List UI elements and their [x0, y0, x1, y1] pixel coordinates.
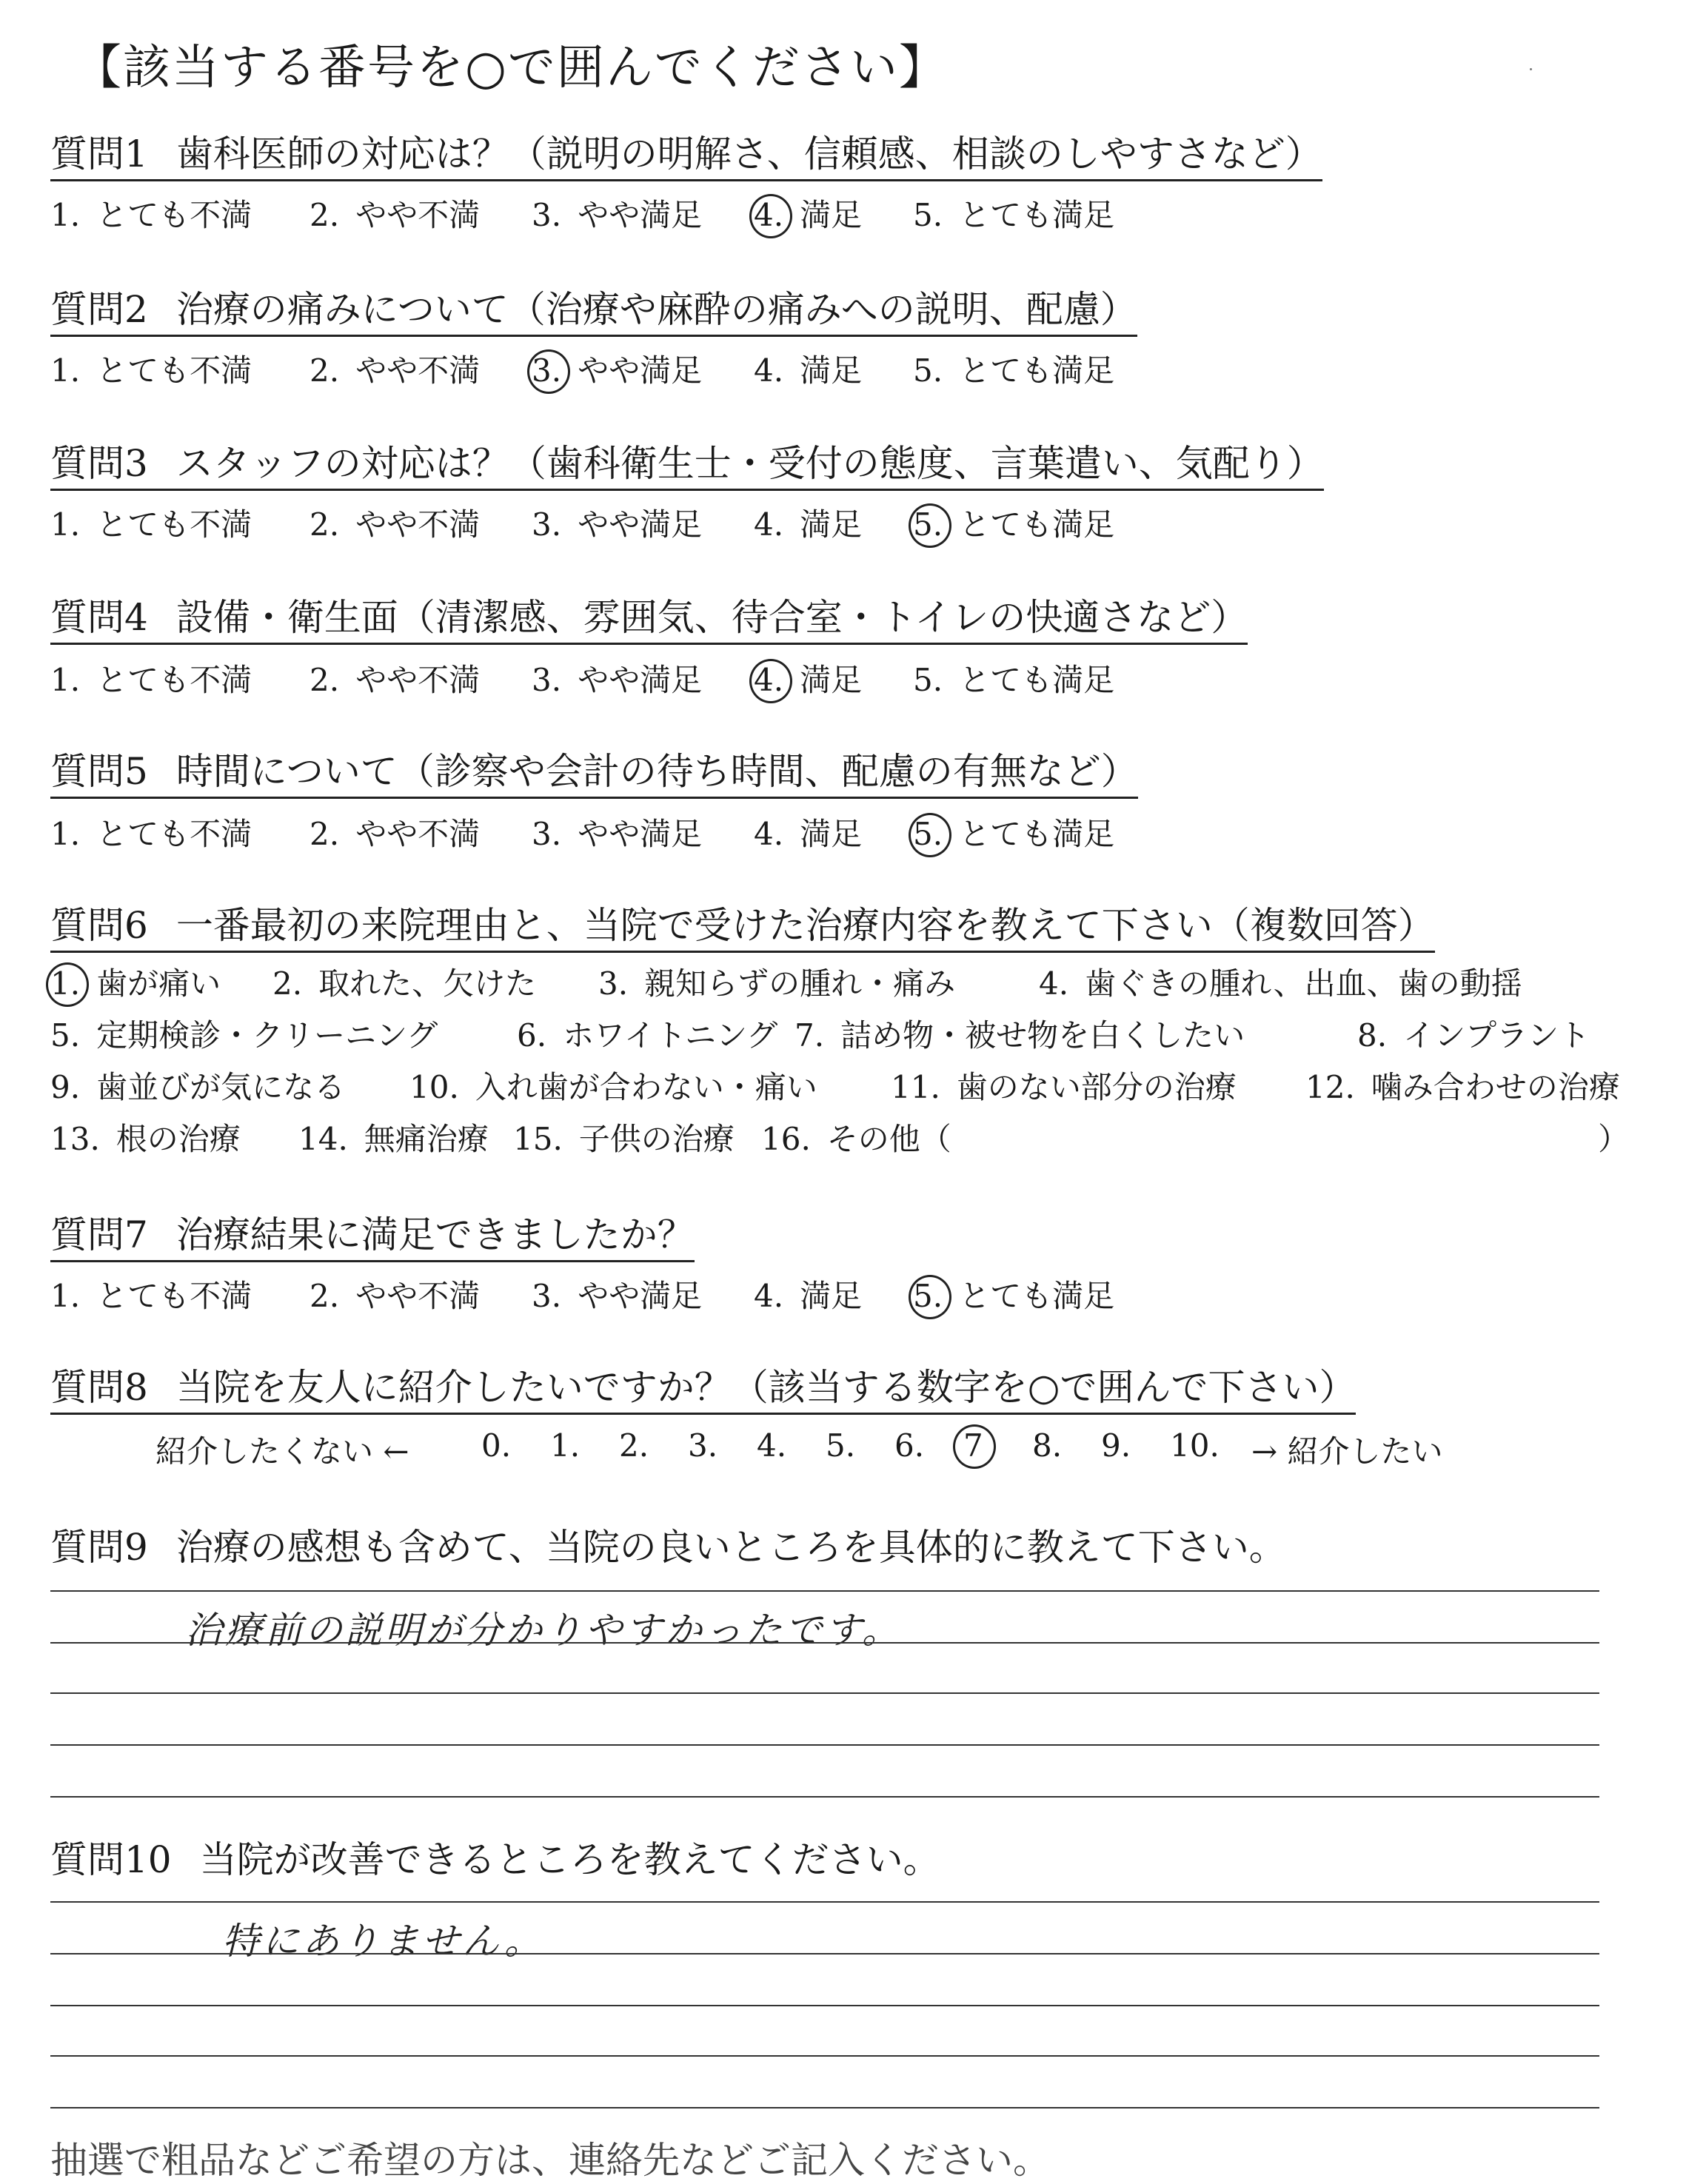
option-label: 満足	[800, 816, 863, 852]
choice-option[interactable]	[517, 1011, 777, 1056]
option-3[interactable]	[532, 1272, 702, 1316]
question-text: 一番最初の来院理由と、当院で受けた治療内容を教えて下さい（複数回答）	[175, 904, 1435, 947]
question-number: 質問6	[50, 904, 148, 947]
question-text: 設備・衛生面（清潔感、雰囲気、待合室・トイレの快適さなど）	[175, 596, 1248, 639]
choice-number: 15.	[513, 1121, 563, 1157]
question-2-heading	[50, 289, 1137, 337]
option-label: やや満足	[578, 662, 703, 698]
choice-option[interactable]	[50, 959, 221, 1004]
question-7-heading	[50, 1214, 695, 1262]
choice-option[interactable]	[795, 1011, 1245, 1056]
option-5[interactable]	[913, 500, 1114, 545]
choice-number: 12.	[1305, 1069, 1355, 1105]
question-1-heading	[50, 133, 1322, 181]
scale-value[interactable]: 8.	[1032, 1427, 1063, 1464]
scale-value[interactable]: 0.	[481, 1427, 512, 1464]
option-label: やや満足	[578, 1278, 703, 1314]
choice-label: 歯ぐきの腫れ、出血、歯の動揺	[1085, 965, 1522, 1002]
choice-option[interactable]	[1357, 1011, 1590, 1056]
option-label: やや満足	[578, 197, 703, 233]
option-5[interactable]	[913, 656, 1114, 700]
option-4[interactable]	[754, 191, 862, 235]
question-text: 歯科医師の対応は？（説明の明解さ、信頼感、相談のしやすさなど）	[175, 133, 1322, 175]
footer-note: 抽選で粗品などご希望の方は、連絡先などご記入ください。	[50, 2139, 1050, 2182]
option-4[interactable]	[754, 1272, 862, 1316]
choice-option[interactable]	[50, 1115, 241, 1159]
question-text: 当院を友人に紹介したいですか？（該当する数字を○で囲んで下さい）	[175, 1366, 1357, 1409]
question-8-heading	[50, 1367, 1356, 1415]
answer-line	[50, 2005, 1599, 2006]
option-5[interactable]	[913, 346, 1114, 391]
choice-number: 11.	[891, 1069, 940, 1105]
option-number: 2.	[310, 662, 340, 698]
option-number: 2.	[310, 352, 340, 389]
option-label: やや不満	[355, 352, 481, 389]
answer-line	[50, 1744, 1599, 1746]
scale-value[interactable]: 3.	[688, 1427, 718, 1464]
option-number: 2.	[310, 816, 340, 852]
option-label: やや不満	[355, 816, 481, 852]
option-2[interactable]	[310, 346, 480, 391]
option-2[interactable]	[310, 810, 480, 854]
question-number: 質問1	[50, 133, 148, 175]
question-number: 質問2	[50, 288, 148, 331]
option-label: とても不満	[96, 662, 252, 698]
question-number: 質問8	[50, 1366, 148, 1409]
question-number: 質問10	[50, 1838, 172, 1881]
option-4[interactable]	[754, 656, 862, 700]
option-number: 5.	[913, 1278, 943, 1314]
option-2[interactable]	[310, 191, 480, 235]
choice-option[interactable]	[891, 1063, 1237, 1108]
option-label: とても満足	[959, 1278, 1115, 1314]
option-2[interactable]	[310, 1272, 480, 1316]
option-number: 1.	[50, 506, 81, 543]
option-5[interactable]	[913, 810, 1114, 854]
choice-label: 親知らずの腫れ・痛み	[644, 965, 956, 1002]
answer-line	[50, 1796, 1599, 1798]
scale-value[interactable]: 4.	[757, 1427, 787, 1464]
option-3[interactable]	[532, 346, 702, 391]
choice-option[interactable]	[761, 1115, 951, 1159]
option-3[interactable]	[532, 500, 702, 545]
question-text: 当院が改善できるところを教えてください。	[199, 1838, 940, 1881]
option-label: やや不満	[355, 197, 481, 233]
option-3[interactable]	[532, 656, 702, 700]
question-number: 質問5	[50, 750, 148, 793]
option-label: やや満足	[578, 352, 703, 389]
option-label: とても不満	[96, 197, 252, 233]
option-5[interactable]	[913, 191, 1114, 235]
option-label: とても満足	[959, 662, 1115, 698]
question-9-heading	[50, 1527, 1286, 1572]
choice-number: 6.	[517, 1017, 547, 1054]
option-number: 4.	[754, 662, 784, 698]
option-number: 1.	[50, 1278, 81, 1314]
choice-label: インプラント	[1403, 1017, 1590, 1054]
choice-number: 10.	[409, 1069, 459, 1105]
option-number: 5.	[913, 816, 943, 852]
question-text: 治療の感想も含めて、当院の良いところを具体的に教えて下さい。	[175, 1526, 1286, 1569]
option-number: 1.	[50, 662, 81, 698]
other-close-paren: ）	[1598, 1121, 1630, 1157]
option-number: 3.	[532, 352, 562, 389]
choice-number: 16.	[761, 1121, 811, 1157]
option-label: 満足	[800, 1278, 863, 1314]
scale-right-label: → 紹介したい	[1251, 1433, 1443, 1470]
scan-speck	[1530, 68, 1532, 70]
option-label: やや満足	[578, 506, 703, 543]
option-2[interactable]	[310, 500, 480, 545]
option-4[interactable]	[754, 346, 862, 391]
answer-line	[50, 1953, 1599, 1954]
option-number: 2.	[310, 1278, 340, 1314]
option-2[interactable]	[310, 656, 480, 700]
choice-number: 13.	[50, 1121, 100, 1157]
choice-number: 8.	[1357, 1017, 1388, 1054]
option-label: 満足	[800, 662, 863, 698]
option-number: 3.	[532, 1278, 562, 1314]
option-label: とても満足	[959, 352, 1115, 389]
question-number: 質問4	[50, 596, 148, 639]
option-number: 3.	[532, 506, 562, 543]
option-number: 4.	[754, 816, 784, 852]
choice-label: 根の治療	[116, 1121, 241, 1157]
choice-option[interactable]	[298, 1115, 489, 1159]
choice-number: 2.	[272, 965, 303, 1002]
option-number: 3.	[532, 816, 562, 852]
choice-option[interactable]	[598, 959, 955, 1004]
choice-label: 定期検診・クリーニング	[96, 1017, 438, 1054]
question-6-heading	[50, 905, 1435, 953]
answer-line	[50, 1642, 1599, 1644]
option-number: 4.	[754, 1278, 784, 1314]
option-number: 4.	[754, 197, 784, 233]
question-number: 質問9	[50, 1526, 148, 1569]
option-label: やや満足	[578, 816, 703, 852]
choice-label: 無痛治療	[364, 1121, 489, 1157]
option-number: 2.	[310, 197, 340, 233]
option-4[interactable]	[754, 500, 862, 545]
option-5[interactable]	[913, 1272, 1114, 1316]
option-number: 3.	[532, 662, 562, 698]
option-number: 5.	[913, 662, 943, 698]
choice-label: 入れ歯が合わない・痛い	[475, 1069, 817, 1105]
option-label: やや不満	[355, 1278, 481, 1314]
choice-option[interactable]	[272, 959, 536, 1004]
answer-line	[50, 1901, 1599, 1903]
option-label: とても不満	[96, 816, 252, 852]
option-number: 4.	[754, 506, 784, 543]
choice-number: 9.	[50, 1069, 81, 1105]
choice-option[interactable]	[50, 1063, 345, 1108]
option-1[interactable]	[50, 810, 252, 854]
option-label: とても満足	[959, 197, 1115, 233]
option-4[interactable]	[754, 810, 862, 854]
choice-label: 歯が痛い	[96, 965, 221, 1002]
question-5-heading	[50, 751, 1138, 799]
scale-value[interactable]: 10.	[1170, 1427, 1220, 1464]
choice-label: 噛み合わせの治療	[1371, 1069, 1620, 1105]
option-3[interactable]	[532, 810, 702, 854]
choice-option[interactable]	[513, 1115, 735, 1159]
option-1[interactable]	[50, 346, 252, 391]
choice-number: 7.	[795, 1017, 825, 1054]
page-title: 【該当する番号を○で囲んでください】	[74, 41, 948, 96]
choice-option[interactable]	[1305, 1063, 1620, 1108]
scale-value[interactable]: 2.	[619, 1427, 649, 1464]
answer-line	[50, 2107, 1599, 2108]
option-number: 5.	[913, 352, 943, 389]
question-number: 質問7	[50, 1213, 148, 1256]
choice-number: 5.	[50, 1017, 81, 1054]
choice-label: 歯のない部分の治療	[956, 1069, 1237, 1105]
choice-option[interactable]	[1039, 959, 1522, 1004]
option-number: 1.	[50, 816, 81, 852]
option-number: 5.	[913, 506, 943, 543]
option-label: 満足	[800, 197, 863, 233]
choice-number: 14.	[298, 1121, 348, 1157]
question-10-heading	[50, 1839, 940, 1885]
choice-option[interactable]	[50, 1011, 438, 1056]
option-1[interactable]	[50, 1272, 252, 1316]
option-number: 2.	[310, 506, 340, 543]
option-label: やや不満	[355, 506, 481, 543]
option-label: とても満足	[959, 506, 1115, 543]
option-label: やや不満	[355, 662, 481, 698]
option-label: とても不満	[96, 352, 252, 389]
choice-option[interactable]	[409, 1063, 817, 1108]
choice-label: ホワイトニング	[563, 1017, 778, 1054]
scale-value[interactable]: 5.	[826, 1427, 856, 1464]
question-3-heading	[50, 443, 1324, 491]
handwritten-answer-9: 治療前の説明が分かりやすかったです。	[185, 1609, 902, 1652]
option-1[interactable]	[50, 191, 252, 235]
option-number: 4.	[754, 352, 784, 389]
option-3[interactable]	[532, 191, 702, 235]
option-number: 3.	[532, 197, 562, 233]
choice-number: 4.	[1039, 965, 1069, 1002]
question-8-scale	[155, 1427, 1562, 1472]
option-label: 満足	[800, 352, 863, 389]
option-number: 1.	[50, 352, 81, 389]
scale-value[interactable]: 1.	[550, 1427, 581, 1464]
option-label: とても不満	[96, 506, 252, 543]
choice-number: 1.	[50, 965, 81, 1002]
choice-label: 子供の治療	[578, 1121, 735, 1157]
answer-line	[50, 1590, 1599, 1592]
question-text: 時間について（診察や会計の待ち時間、配慮の有無など）	[175, 750, 1138, 793]
question-text: 治療結果に満足できましたか？	[175, 1213, 695, 1256]
question-text: スタッフの対応は？（歯科衛生士・受付の態度、言葉遣い、気配り）	[175, 442, 1324, 485]
choice-label: 取れた、欠けた	[318, 965, 537, 1002]
choice-number: 3.	[598, 965, 629, 1002]
option-1[interactable]	[50, 500, 252, 545]
choice-label: その他（	[826, 1121, 951, 1157]
scale-value[interactable]: 9.	[1101, 1427, 1131, 1464]
handwritten-answer-10: 特にありません。	[222, 1920, 544, 1963]
choice-label: 詰め物・被せ物を白くしたい	[840, 1017, 1245, 1054]
scale-left-label: 紹介したくない ←	[155, 1433, 409, 1470]
answer-line	[50, 2055, 1599, 2057]
option-number: 5.	[913, 197, 943, 233]
option-label: とても満足	[959, 816, 1115, 852]
answer-line	[50, 1692, 1599, 1694]
question-text: 治療の痛みについて（治療や麻酔の痛みへの説明、配慮）	[175, 288, 1137, 331]
choice-label: 歯並びが気になる	[96, 1069, 346, 1105]
option-number: 1.	[50, 197, 81, 233]
option-label: とても不満	[96, 1278, 252, 1314]
option-label: 満足	[800, 506, 863, 543]
option-1[interactable]	[50, 656, 252, 700]
question-4-heading	[50, 597, 1248, 645]
question-number: 質問3	[50, 442, 148, 485]
scale-value[interactable]: 7	[963, 1427, 983, 1464]
scale-value[interactable]: 6.	[894, 1427, 925, 1464]
